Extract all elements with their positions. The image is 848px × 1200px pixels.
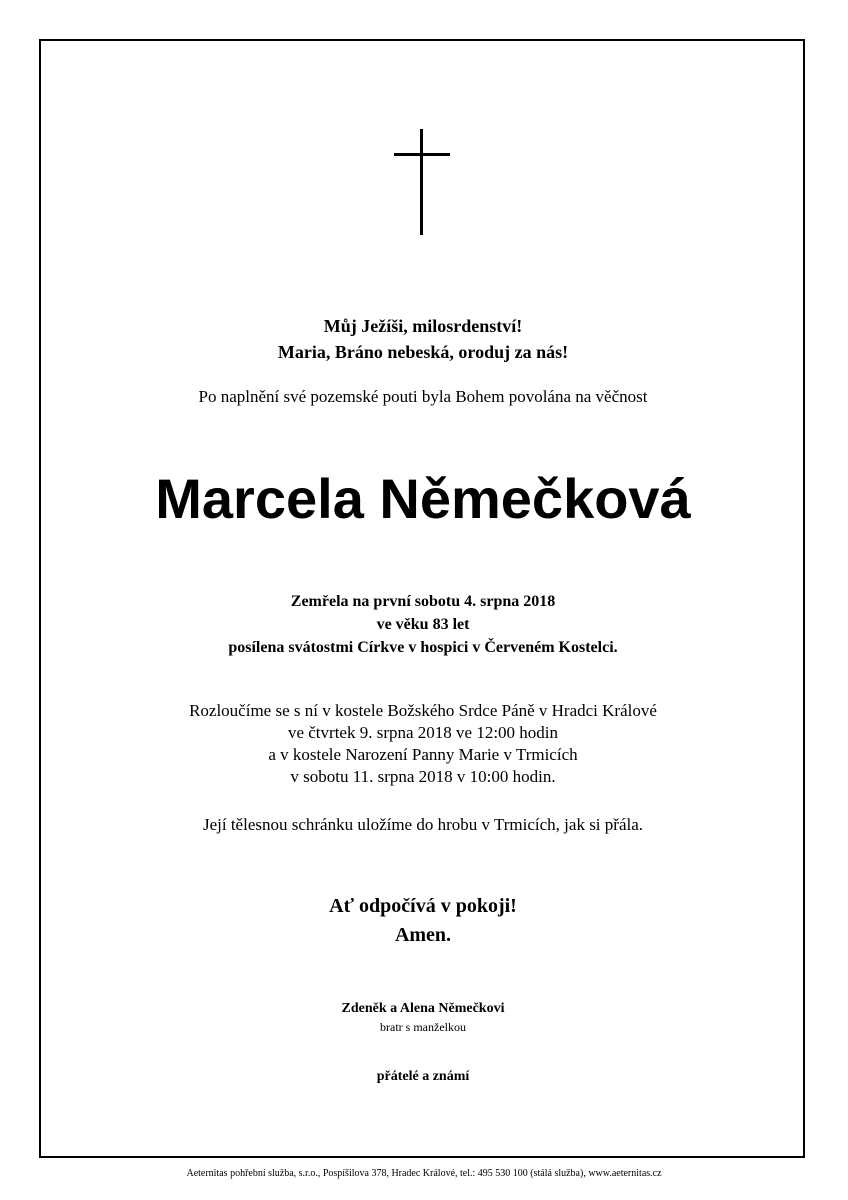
rest-line-2: Amen. [394, 924, 452, 946]
friends-text: přátelé a známí [376, 1069, 470, 1084]
death-info-line-1: Zemřela na první sobotu 4. srpna 2018 [290, 593, 556, 610]
farewell-line-2: ve čtvrtek 9. srpna 2018 ve 12:00 hodin [287, 723, 559, 742]
intro-text: Po naplnění své pozemské pouti byla Bohem povolána na věčnost [198, 387, 648, 406]
rest-line-1: Ať odpočívá v pokoji! [329, 895, 517, 917]
deceased-name: Marcela Němečková [155, 467, 691, 530]
mourner-name: Zdeněk a Alena Němečkovi [341, 1001, 505, 1016]
prayer-line-2: Maria, Bráno nebeská, oroduj za nás! [277, 342, 569, 362]
burial-text: Její tělesnou schránku uložíme do hrobu v Trmicích, jak si přála. [202, 815, 644, 834]
footer-text: Aeternitas pohřební služba, s.r.o., Pospíšilova 378, Hradec Králové, tel.: 495 530 100 (stálá služba), www.aeternitas.cz [186, 1168, 662, 1179]
prayer-line-1: Můj Ježíši, milosrdenství! [323, 316, 523, 336]
cross-icon [394, 129, 450, 235]
farewell-line-3: a v kostele Narození Panny Marie v Trmicích [268, 745, 578, 764]
farewell-line-4: v sobotu 11. srpna 2018 v 10:00 hodin. [290, 767, 556, 786]
death-info-line-2: ve věku 83 let [376, 616, 470, 633]
death-info-line-3: posílena svátostmi Církve v hospici v Červeném Kostelci. [228, 639, 618, 656]
farewell-line-1: Rozloučíme se s ní v kostele Božského Srdce Páně v Hradci Králové [189, 701, 657, 720]
mourner-relation: bratr s manželkou [380, 1020, 466, 1034]
